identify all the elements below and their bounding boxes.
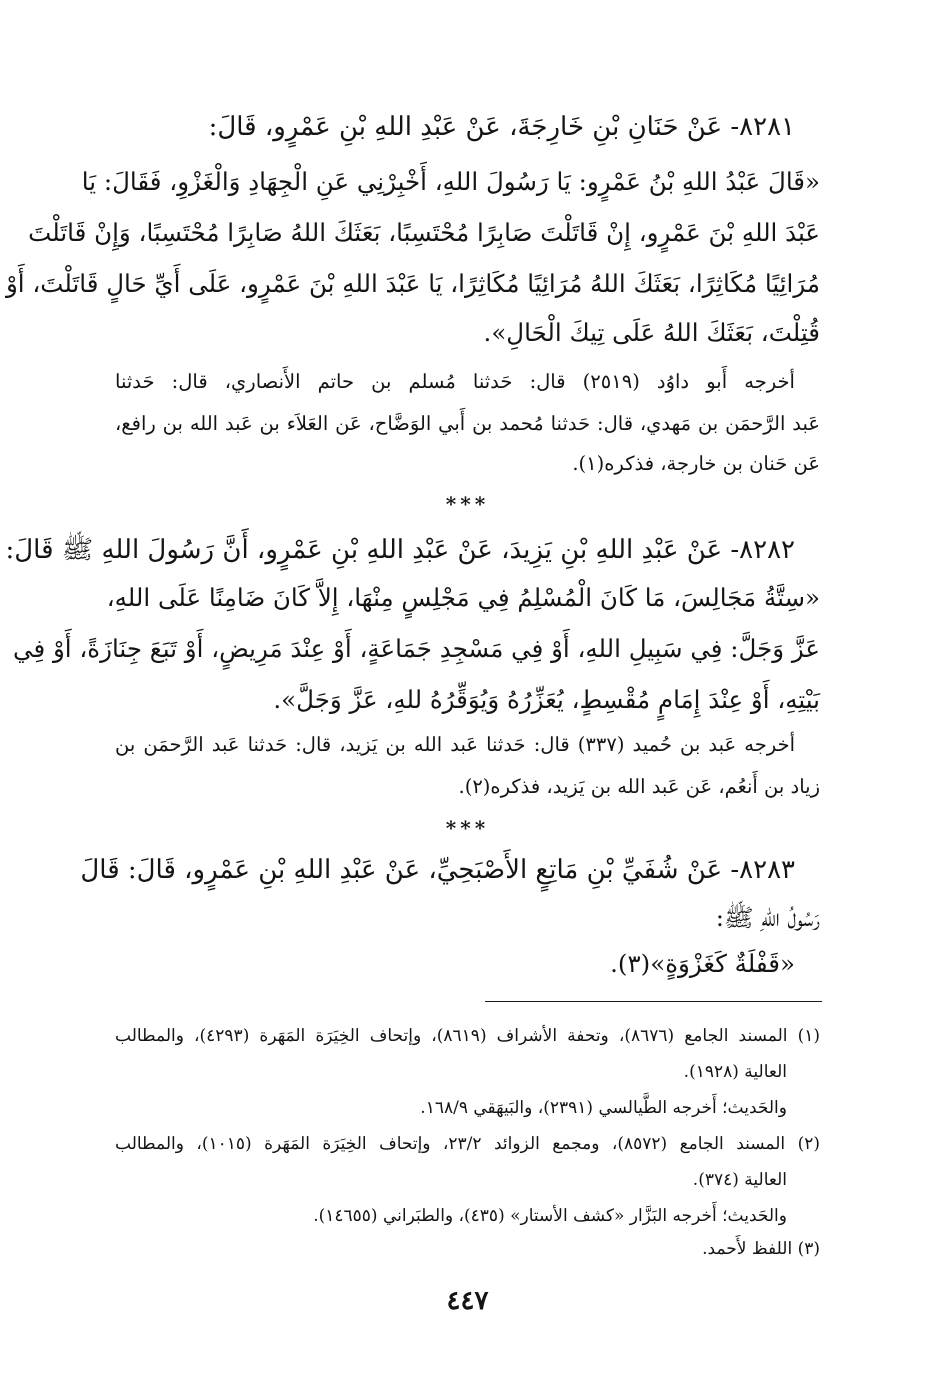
section-separator: *** [445, 492, 490, 516]
takhrij-8281-line: أخرجه أَبو داوُد (٢٥١٩) قال: حَدثنا مُسلم بن حاتم الأَنصاري، قال: حَدثنا [115, 370, 795, 393]
takhrij-8281-line: عَبد الرَّحمَن بن مَهدي، قال: حَدثنا مُحمد بن أَبي الوَضَّاح، عَن العَلاَء بن عَبد الله بن رافع، [115, 412, 820, 435]
hadith-8281-text-line: عَبْدَ اللهِ بْنَ عَمْرٍو، إِنْ قَاتَلْتَ صَابِرًا مُحْتَسِبًا، بَعَثَكَ اللهُ صَابِرًا مُحْتَسِبًا، وَإِنْ قَاتَلْتَ [28, 218, 820, 247]
footnote-1-line: والحَديث؛ أَخرجه الطَّيالسي (٢٣٩١)، والبَيهَقي ١٦٨/٩. [420, 1098, 787, 1118]
hadith-8283-header: ٨٢٨٣- عَنْ شُفَيِّ بْنِ مَاتِعٍ الأَصْبَحِيِّ، عَنْ عَبْدِ اللهِ بْنِ عَمْرٍو، قَالَ: قَالَ [80, 855, 795, 885]
hadith-8282-text-line: «سِتَّةُ مَجَالِسَ، مَا كَانَ الْمُسْلِمُ فِي مَجْلِسٍ مِنْهَا، إِلاَّ كَانَ ضَامِنًا عَلَى اللهِ، [106, 583, 820, 612]
footnote-3-line: (٣) اللفظ لأَحمد. [702, 1239, 820, 1259]
hadith-8281-text-line: قُتِلْتَ، بَعَثَكَ اللهُ عَلَى تِيكَ الْحَالِ». [483, 318, 820, 347]
footnote-2-line: (٢) المسند الجامع (٨٥٧٢)، ومجمع الزوائد ٢٣/٢، وإتحاف الخِيَرَة المَهَرة (١٠١٥)، والمطالب [115, 1134, 820, 1154]
takhrij-8281-line: عَن حَنان بن خارجة، فذكره(١). [572, 452, 820, 475]
footnote-1-line: (١) المسند الجامع (٨٦٧٦)، وتحفة الأشراف (٨٦١٩)، وإتحاف الخِيَرَة المَهَرة (٤٢٩٣)، والمطالب [115, 1026, 820, 1046]
hadith-8281-header: ٨٢٨١- عَنْ حَنَانِ بْنِ خَارِجَةَ، عَنْ عَبْدِ اللهِ بْنِ عَمْرٍو، قَالَ: [208, 112, 795, 142]
hadith-8283-text-line: رَسُولُ اللهِ ﷺ: [715, 903, 820, 932]
hadith-8282-text-line: بَيْتِهِ، أَوْ عِنْدَ إِمَامٍ مُقْسِطٍ، يُعَزِّرُهُ وَيُوَقِّرُهُ للهِ، عَزَّ وَجَلَّ». [273, 685, 820, 714]
takhrij-8282-line: أخرجه عَبد بن حُميد (٣٣٧) قال: حَدثنا عَبد الله بن يَزيد، قال: حَدثنا عَبد الرَّحمَن بن [115, 733, 795, 756]
hadith-8282-header: ٨٢٨٢- عَنْ عَبْدِ اللهِ بْنِ يَزِيدَ، عَنْ عَبْدِ اللهِ بْنِ عَمْرٍو، أَنَّ رَسُولَ اللهِ ﷺ قَالَ: [5, 535, 795, 565]
page-number: ٤٤٧ [446, 1286, 489, 1316]
footnote-2-line: والحَديث؛ أَخرجه البَزَّار «كشف الأستار» (٤٣٥)، والطبَراني (١٤٦٥٥). [313, 1206, 787, 1226]
hadith-8283-text-line: «قَفْلَةٌ كَغَزْوَةٍ»(٣). [610, 949, 795, 978]
footnote-2-line: العالية (٣٧٤). [692, 1170, 787, 1190]
hadith-8282-text-line: عَزَّ وَجَلَّ: فِي سَبِيلِ اللهِ، أَوْ فِي مَسْجِدِ جَمَاعَةٍ، أَوْ عِنْدَ مَرِيضٍ، أَوْ تَبَعَ جِنَازَةً، أَوْ فِي [13, 634, 820, 663]
takhrij-8282-line: زياد بن أَنعُم، عَن عَبد الله بن يَزيد، فذكره(٢). [458, 775, 820, 798]
hadith-8281-text-line: مُرَائِيًا مُكَاثِرًا، بَعَثَكَ اللهُ مُرَائِيًا مُكَاثِرًا، يَا عَبْدَ اللهِ بْنَ عَمْرٍو، عَلَى أَيِّ حَالٍ قَاتَلْتَ، أَوْ [5, 269, 820, 298]
footnote-separator-rule [485, 1001, 822, 1002]
section-separator: *** [445, 816, 490, 840]
hadith-8281-text-line: «قَالَ عَبْدُ اللهِ بْنُ عَمْرٍو: يَا رَسُولَ اللهِ، أَخْبِرْنِي عَنِ الْجِهَادِ وَالْغَزْوِ، فَقَالَ: يَا [81, 167, 820, 196]
footnote-1-line: العالية (١٩٢٨). [683, 1062, 787, 1082]
